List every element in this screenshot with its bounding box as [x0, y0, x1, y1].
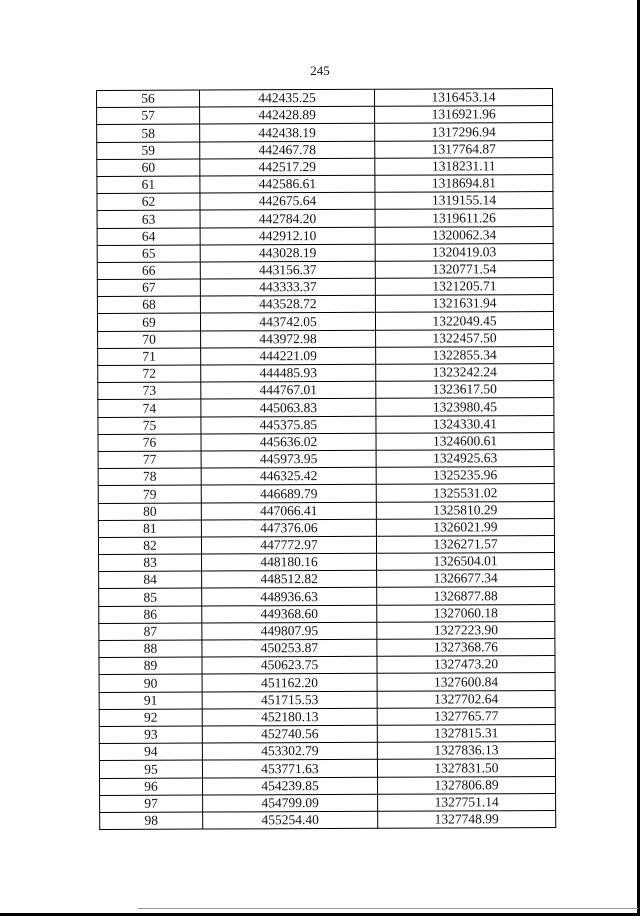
y-coordinate-cell: 1327765.77 [377, 707, 555, 725]
table-row [100, 810, 556, 829]
y-coordinate-cell: 1326677.34 [377, 570, 555, 588]
x-coordinate-cell: 442784.20 [200, 210, 375, 228]
point-number-cell: 66 [97, 262, 200, 280]
table-row [99, 639, 555, 658]
y-coordinate-cell: 1327831.50 [377, 759, 555, 777]
table-row [97, 106, 553, 125]
x-coordinate-cell: 447772.97 [201, 536, 376, 554]
table-row [99, 673, 555, 692]
point-number-cell: 95 [99, 760, 202, 778]
point-number-cell: 68 [97, 296, 200, 314]
point-number-cell: 69 [97, 313, 200, 331]
y-coordinate-cell: 1327702.64 [377, 690, 555, 708]
table-row [98, 449, 554, 468]
point-number-cell: 72 [98, 365, 201, 383]
y-coordinate-cell: 1326504.01 [377, 553, 555, 571]
x-coordinate-cell: 450253.87 [202, 639, 377, 657]
x-coordinate-cell: 455254.40 [203, 811, 378, 829]
point-number-cell: 73 [98, 382, 201, 400]
x-coordinate-cell: 452180.13 [202, 708, 377, 726]
table-row [99, 707, 555, 726]
table-row [98, 346, 554, 365]
y-coordinate-cell: 1318231.11 [375, 157, 553, 175]
table-row [97, 89, 553, 108]
x-coordinate-cell: 451715.53 [202, 691, 377, 709]
point-number-cell: 62 [97, 193, 200, 211]
y-coordinate-cell: 1321205.71 [375, 278, 553, 296]
y-coordinate-cell: 1316921.96 [375, 106, 553, 124]
y-coordinate-cell: 1327600.84 [377, 673, 555, 691]
x-coordinate-cell: 449807.95 [202, 622, 377, 640]
point-number-cell: 57 [97, 107, 200, 125]
y-coordinate-cell: 1319611.26 [375, 209, 553, 227]
x-coordinate-cell: 447066.41 [201, 502, 376, 520]
x-coordinate-cell: 453302.79 [202, 742, 377, 760]
bottom-scan-line [138, 908, 638, 909]
x-coordinate-cell: 443528.72 [200, 296, 375, 314]
x-coordinate-cell: 442467.78 [200, 141, 375, 159]
y-coordinate-cell: 1320771.54 [375, 260, 553, 278]
point-number-cell: 87 [99, 623, 202, 641]
x-coordinate-cell: 442438.19 [200, 124, 375, 142]
coordinates-table-body [97, 89, 556, 830]
page-number: 245 [310, 63, 330, 78]
point-number-cell: 92 [99, 709, 202, 727]
y-coordinate-cell: 1323242.24 [376, 364, 554, 382]
table-row [98, 364, 554, 383]
y-coordinate-cell: 1327806.89 [377, 776, 555, 794]
point-number-cell: 80 [98, 503, 201, 521]
table-row [97, 157, 553, 176]
point-number-cell: 85 [99, 588, 202, 606]
table-row [97, 123, 553, 142]
table-row [98, 415, 554, 434]
x-coordinate-cell: 443742.05 [200, 313, 375, 331]
table-row [100, 793, 556, 812]
x-coordinate-cell: 451162.20 [202, 674, 377, 692]
point-number-cell: 82 [98, 537, 201, 555]
y-coordinate-cell: 1325531.02 [376, 484, 554, 502]
table-row [97, 278, 553, 297]
point-number-cell: 60 [97, 159, 200, 177]
table-row [98, 467, 554, 486]
y-coordinate-cell: 1326021.99 [376, 518, 554, 536]
point-number-cell: 65 [97, 245, 200, 263]
point-number-cell: 61 [97, 176, 200, 194]
table-row [99, 621, 555, 640]
y-coordinate-cell: 1327368.76 [377, 639, 555, 657]
y-coordinate-cell: 1318694.81 [375, 174, 553, 192]
x-coordinate-cell: 442912.10 [200, 227, 375, 245]
table-row [97, 174, 553, 193]
point-number-cell: 58 [97, 124, 200, 142]
point-number-cell: 79 [98, 485, 201, 503]
x-coordinate-cell: 443972.98 [201, 330, 376, 348]
table-row [97, 140, 553, 159]
point-number-cell: 78 [98, 468, 201, 486]
table-row [97, 226, 553, 245]
x-coordinate-cell: 448180.16 [202, 553, 377, 571]
y-coordinate-cell: 1324330.41 [376, 415, 554, 433]
x-coordinate-cell: 446689.79 [201, 485, 376, 503]
y-coordinate-cell: 1317764.87 [375, 140, 553, 158]
y-coordinate-cell: 1319155.14 [375, 192, 553, 210]
x-coordinate-cell: 454239.85 [203, 777, 378, 795]
table-row [98, 381, 554, 400]
x-coordinate-cell: 442428.89 [200, 106, 375, 124]
table-row [99, 656, 555, 675]
x-coordinate-cell: 448936.63 [202, 588, 377, 606]
point-number-cell: 89 [99, 657, 202, 675]
x-coordinate-cell: 450623.75 [202, 656, 377, 674]
y-coordinate-cell: 1327815.31 [377, 724, 555, 742]
x-coordinate-cell: 454799.09 [203, 794, 378, 812]
point-number-cell: 86 [99, 606, 202, 624]
y-coordinate-cell: 1323980.45 [376, 398, 554, 416]
point-number-cell: 93 [99, 726, 202, 744]
table-row [99, 553, 555, 572]
y-coordinate-cell: 1322855.34 [376, 346, 554, 364]
point-number-cell: 90 [99, 674, 202, 692]
x-coordinate-cell: 452740.56 [202, 725, 377, 743]
point-number-cell: 70 [98, 331, 201, 349]
x-coordinate-cell: 445063.83 [201, 399, 376, 417]
y-coordinate-cell: 1327751.14 [378, 793, 556, 811]
point-number-cell: 67 [97, 279, 200, 297]
table-row [99, 587, 555, 606]
x-coordinate-cell: 443028.19 [200, 244, 375, 262]
table-row [99, 570, 555, 589]
y-coordinate-cell: 1327223.90 [377, 621, 555, 639]
table-row [97, 243, 553, 262]
y-coordinate-cell: 1322049.45 [375, 312, 553, 330]
point-number-cell: 56 [97, 90, 200, 108]
point-number-cell: 59 [97, 142, 200, 160]
x-coordinate-cell: 442517.29 [200, 158, 375, 176]
x-coordinate-cell: 443156.37 [200, 261, 375, 279]
point-number-cell: 81 [98, 520, 201, 538]
table-row [99, 759, 555, 778]
table-row [100, 776, 556, 795]
point-number-cell: 94 [99, 743, 202, 761]
x-coordinate-cell: 442675.64 [200, 192, 375, 210]
y-coordinate-cell: 1316453.14 [374, 89, 552, 107]
x-coordinate-cell: 449368.60 [202, 605, 377, 623]
y-coordinate-cell: 1327473.20 [377, 656, 555, 674]
table-row [97, 192, 553, 211]
table-row [99, 690, 555, 709]
table-row [99, 604, 555, 623]
y-coordinate-cell: 1324600.61 [376, 432, 554, 450]
y-coordinate-cell: 1322457.50 [376, 329, 554, 347]
point-number-cell: 88 [99, 640, 202, 658]
x-coordinate-cell: 445973.95 [201, 450, 376, 468]
table-row [99, 742, 555, 761]
x-coordinate-cell: 447376.06 [201, 519, 376, 537]
point-number-cell: 63 [97, 210, 200, 228]
table-row [98, 432, 554, 451]
table-row [98, 484, 554, 503]
point-number-cell: 64 [97, 228, 200, 246]
point-number-cell: 71 [98, 348, 201, 366]
point-number-cell: 74 [98, 399, 201, 417]
x-coordinate-cell: 453771.63 [202, 760, 377, 778]
y-coordinate-cell: 1325810.29 [376, 501, 554, 519]
y-coordinate-cell: 1320419.03 [375, 243, 553, 261]
point-number-cell: 96 [100, 778, 203, 796]
y-coordinate-cell: 1327748.99 [378, 810, 556, 828]
x-coordinate-cell: 443333.37 [200, 278, 375, 296]
point-number-cell: 77 [98, 451, 201, 469]
x-coordinate-cell: 444485.93 [201, 364, 376, 382]
y-coordinate-cell: 1323617.50 [376, 381, 554, 399]
table-row [97, 312, 553, 331]
table-row [98, 535, 554, 554]
x-coordinate-cell: 448512.82 [202, 571, 377, 589]
y-coordinate-cell: 1327836.13 [377, 742, 555, 760]
point-number-cell: 97 [100, 795, 203, 813]
y-coordinate-cell: 1320062.34 [375, 226, 553, 244]
point-number-cell: 84 [99, 571, 202, 589]
table-row [98, 398, 554, 417]
table-row [98, 518, 554, 537]
x-coordinate-cell: 445636.02 [201, 433, 376, 451]
y-coordinate-cell: 1326271.57 [376, 535, 554, 553]
table-row [98, 329, 554, 348]
x-coordinate-cell: 444221.09 [201, 347, 376, 365]
table-row [97, 295, 553, 314]
y-coordinate-cell: 1321631.94 [375, 295, 553, 313]
x-coordinate-cell: 446325.42 [201, 467, 376, 485]
point-number-cell: 83 [99, 554, 202, 572]
table-row [98, 501, 554, 520]
y-coordinate-cell: 1324925.63 [376, 449, 554, 467]
table-row [99, 724, 555, 743]
point-number-cell: 91 [99, 692, 202, 710]
table-row [97, 209, 553, 228]
point-number-cell: 98 [100, 812, 203, 830]
y-coordinate-cell: 1326877.88 [377, 587, 555, 605]
y-coordinate-cell: 1327060.18 [377, 604, 555, 622]
point-number-cell: 76 [98, 434, 201, 452]
y-coordinate-cell: 1325235.96 [376, 467, 554, 485]
x-coordinate-cell: 442586.61 [200, 175, 375, 193]
y-coordinate-cell: 1317296.94 [375, 123, 553, 141]
point-number-cell: 75 [98, 417, 201, 435]
x-coordinate-cell: 444767.01 [201, 381, 376, 399]
x-coordinate-cell: 442435.25 [200, 89, 375, 107]
x-coordinate-cell: 445375.85 [201, 416, 376, 434]
coordinates-table [96, 88, 556, 830]
table-row [97, 260, 553, 279]
coordinates-table-container [96, 88, 555, 830]
